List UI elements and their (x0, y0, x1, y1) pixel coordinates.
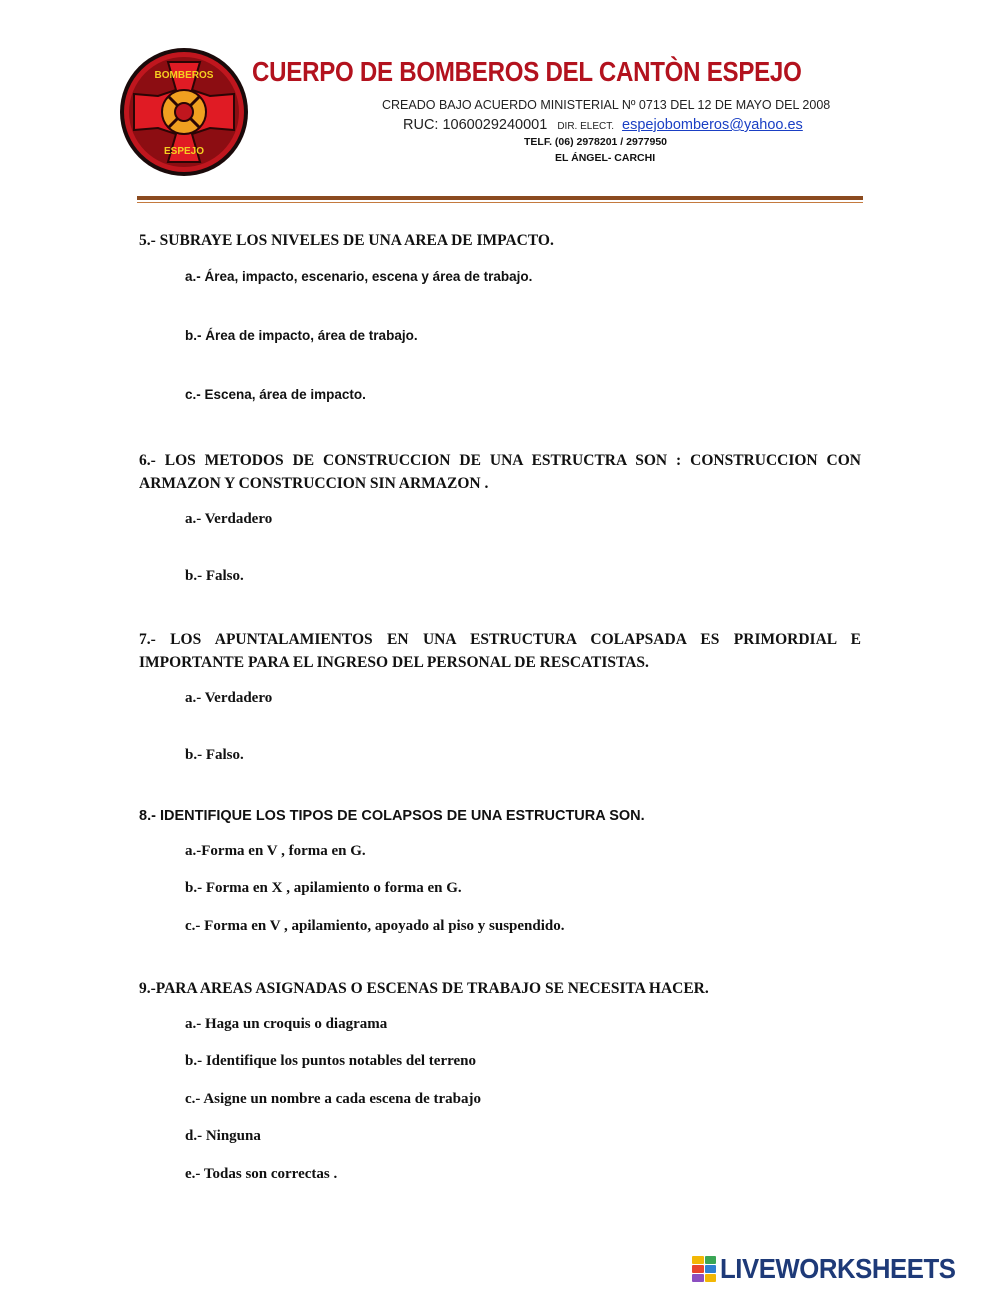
question-6-option-b[interactable]: b.- Falso. (185, 568, 244, 584)
email-link[interactable]: espejobomberos@yahoo.es (622, 117, 803, 133)
question-9-option-b[interactable]: b.- Identifique los puntos notables del terreno (185, 1053, 477, 1069)
email-label: DIR. ELECT. (557, 121, 614, 132)
question-9-option-d[interactable]: d.- Ninguna (185, 1128, 261, 1144)
question-8: 8.- IDENTIFIQUE LOS TIPOS DE COLAPSOS DE UNA ESTRUCTURA SON. (139, 808, 645, 824)
question-5: 5.- SUBRAYE LOS NIVELES DE UNA AREA DE IMPACTO. (139, 232, 554, 249)
fire-department-logo (118, 46, 250, 178)
liveworksheets-brand (692, 1255, 992, 1283)
logo-text-bottom: ESPEJO (163, 146, 205, 157)
question-5-option-a[interactable]: a.- Área, impacto, escenario, escena y área de trabajo. (185, 269, 533, 284)
question-9-option-e[interactable]: e.- Todas son correctas . (185, 1166, 338, 1182)
ruc-text: RUC: 1060029240001 (403, 117, 548, 133)
logo-text-top: BOMBEROS (154, 70, 214, 81)
question-7-option-a[interactable]: a.- Verdadero (185, 690, 273, 706)
question-5-option-b[interactable]: b.- Área de impacto, área de trabajo. (185, 328, 418, 343)
question-6: 6.- LOS METODOS DE CONSTRUCCION DE UNA ESTRUCTRA SON : CONSTRUCCION CON ARMAZON Y CONSTRUCCION SIN ARMAZON . (139, 452, 861, 492)
question-7: 7.- LOS APUNTALAMIENTOS EN UNA ESTRUCTURA COLAPSADA ES PRIMORDIAL E IMPORTANTE PARA EL INGRESO DEL PERSONAL DE RESCATISTAS. (139, 631, 861, 671)
header-divider-thin (137, 202, 863, 203)
question-7-option-b[interactable]: b.- Falso. (185, 747, 244, 763)
question-8-option-c[interactable]: c.- Forma en V , apilamiento, apoyado al piso y suspendido. (185, 918, 565, 934)
liveworksheets-logo-icon (692, 1256, 716, 1282)
organization-title: CUERPO DE BOMBEROS DEL CANTÒN ESPEJO (252, 56, 802, 87)
header-divider (137, 196, 863, 200)
question-9-option-c[interactable]: c.- Asigne un nombre a cada escena de trabajo (185, 1091, 481, 1107)
contact-line (403, 117, 803, 133)
location-line: EL ÁNGEL- CARCHI (555, 152, 656, 164)
question-8-option-b[interactable]: b.- Forma en X , apilamiento o forma en G. (185, 880, 462, 896)
question-5-option-c[interactable]: c.- Escena, área de impacto. (185, 387, 366, 402)
question-6-option-a[interactable]: a.- Verdadero (185, 511, 273, 527)
liveworksheets-wordmark: LIVEWORKSHEETS (720, 1253, 956, 1284)
decree-line: CREADO BAJO ACUERDO MINISTERIAL Nº 0713 DEL 12 DE MAYO DEL 2008 (382, 98, 831, 112)
question-9: 9.-PARA AREAS ASIGNADAS O ESCENAS DE TRABAJO SE NECESITA HACER. (139, 980, 709, 997)
question-8-option-a[interactable]: a.-Forma en V , forma en G. (185, 843, 366, 859)
phone-line: TELF. (06) 2978201 / 2977950 (524, 136, 668, 148)
question-9-option-a[interactable]: a.- Haga un croquis o diagrama (185, 1016, 388, 1032)
